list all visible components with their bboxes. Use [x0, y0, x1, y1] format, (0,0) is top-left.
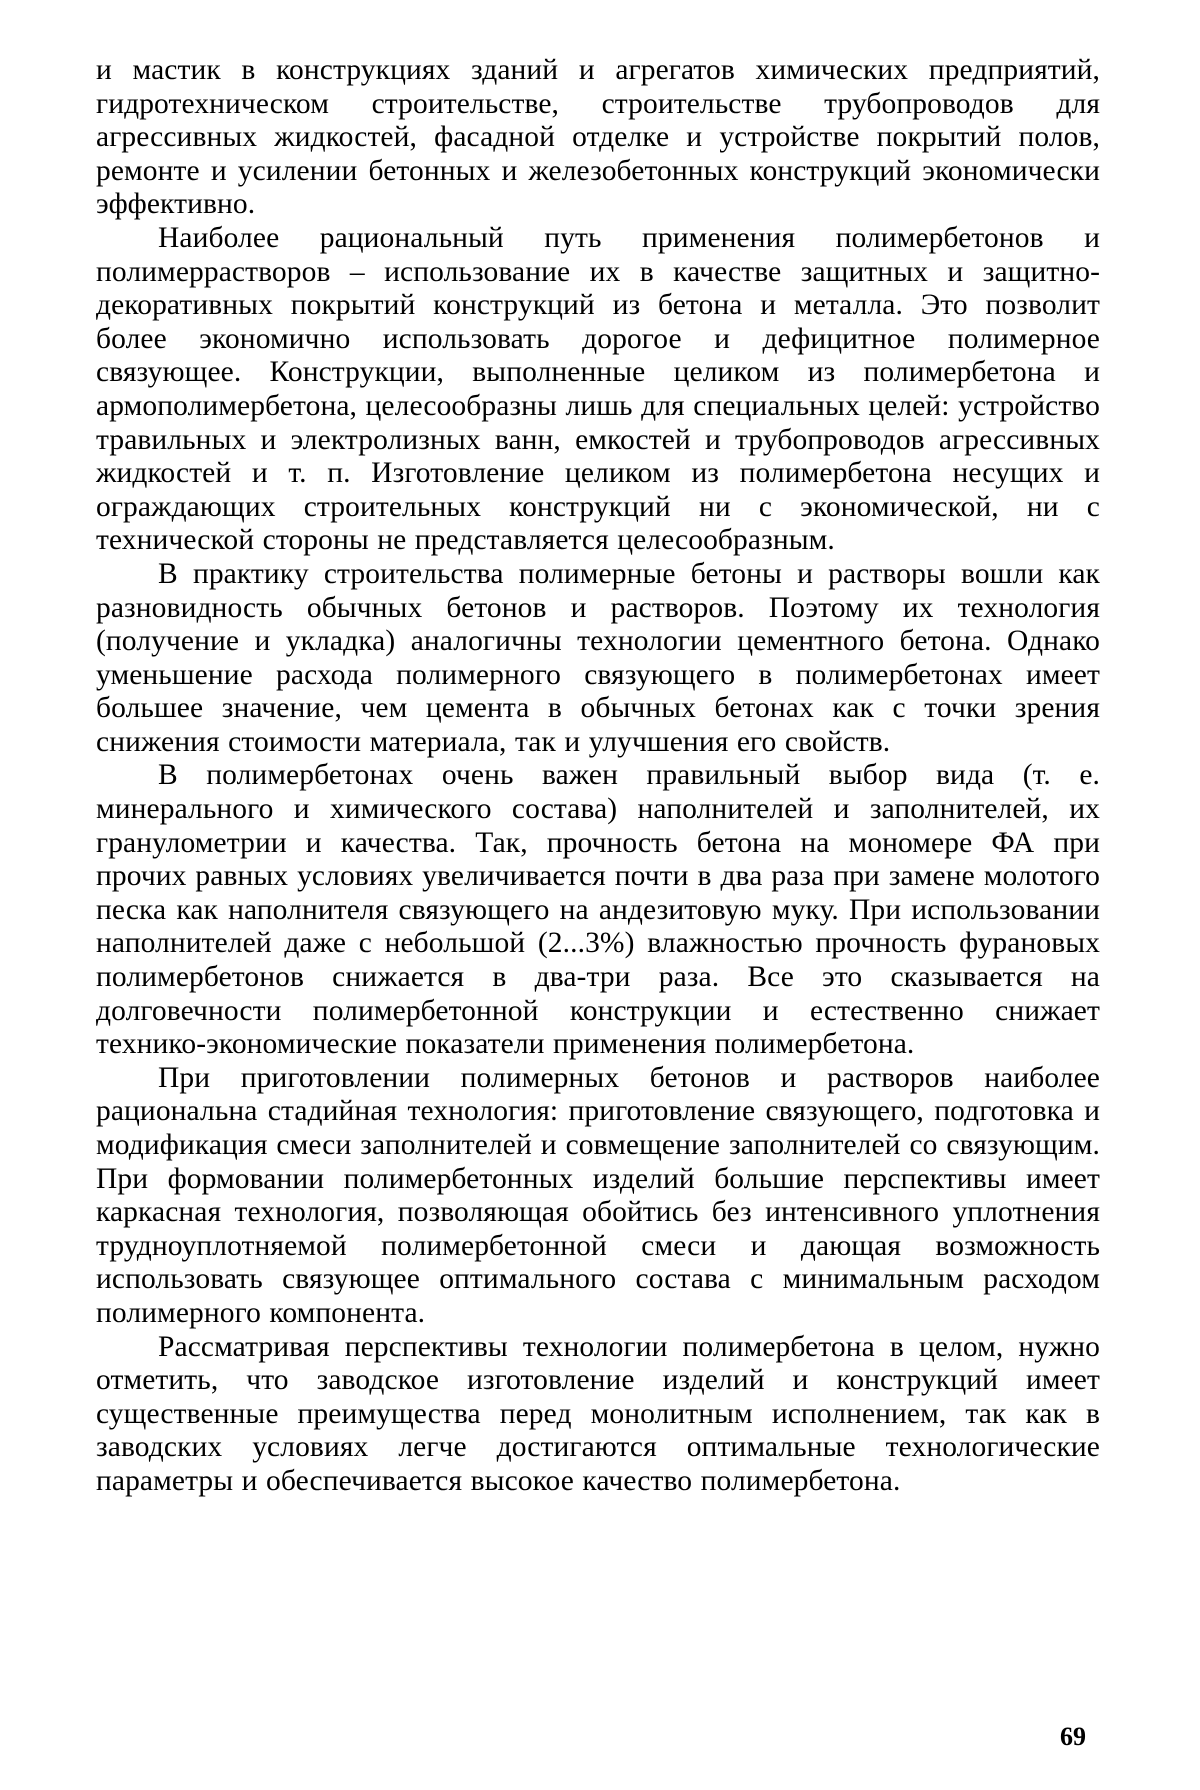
page-number: 69 — [1060, 1722, 1086, 1751]
paragraph: Рассматривая перспективы технологии полимербетона в целом, нужно отметить, что заводское изготовление изделий и конструкций имеет существенные преимущества перед монолитным исполнением, так как в заводских условиях легче достигаются оптимальные технологические параметры и обеспечивается высокое качество полимербетона. — [96, 1330, 1100, 1497]
paragraph: При приготовлении полимерных бетонов и растворов наиболее рациональна стадийная технология: приготовление связующего, подготовка и модификация смеси заполнителей и совмещение заполнителей со связующим. При формовании полимербетонных изделий большие перспективы имеет каркасная технология, позволяющая обойтись без интенсивного уплотнения трудноуплотняемой полимербетонной смеси и дающая возможность использовать связующее оптимального состава с минимальным расходом полимерного компонента. — [96, 1061, 1100, 1329]
paragraph-continued: и мастик в конструкциях зданий и агрегатов химических предприятий, гидротехническом строительстве, строительстве трубопроводов для агрессивных жидкостей, фасадной отделке и устройстве покрытий полов, ремонте и усилении бетонных и железобетонных конструкций экономически эффективно. — [96, 54, 1100, 221]
page-body — [96, 54, 1100, 1499]
paragraph: В практику строительства полимерные бетоны и растворы вошли как разновидность обычных бетонов и растворов. Поэтому их технология (получение и укладка) аналогичны технологии цементного бетона. Однако уменьшение расхода полимерного связующего в полимербетонах имеет большее значение, чем цемента в обычных бетонах как с точки зрения снижения стоимости материала, так и улучшения его свойств. — [96, 557, 1100, 758]
paragraph: Наиболее рациональный путь применения полимербетонов и полимеррастворов – использование их в качестве защитных и защитно-декоративных покрытий конструкций из бетона и металла. Это позволит более экономично использовать дорогое и дефицитное полимерное связующее. Конструкции, выполненные целиком из полимербетона и армополимербетона, целесообразны лишь для специальных целей: устройство травильных и электролизных ванн, емкостей и трубопроводов агрессивных жидкостей и т. п. Изготовление целиком из полимербетона несущих и ограждающих строительных конструкций ни с экономической, ни с технической стороны не представляется целесообразным. — [96, 221, 1100, 557]
paragraph: В полимербетонах очень важен правильный выбор вида (т. е. минерального и химического состава) наполнителей и заполнителей, их гранулометрии и качества. Так, прочность бетона на мономере ФА при прочих равных условиях увеличивается почти в два раза при замене молотого песка как наполнителя связующего на андезитовую муку. При использовании наполнителей даже с небольшой (2...3%) влажностью прочность фурановых полимербетонов снижается в два-три раза. Все это сказывается на долговечности полимербетонной конструкции и естественно снижает технико-экономические показатели применения полимербетона. — [96, 759, 1100, 1061]
